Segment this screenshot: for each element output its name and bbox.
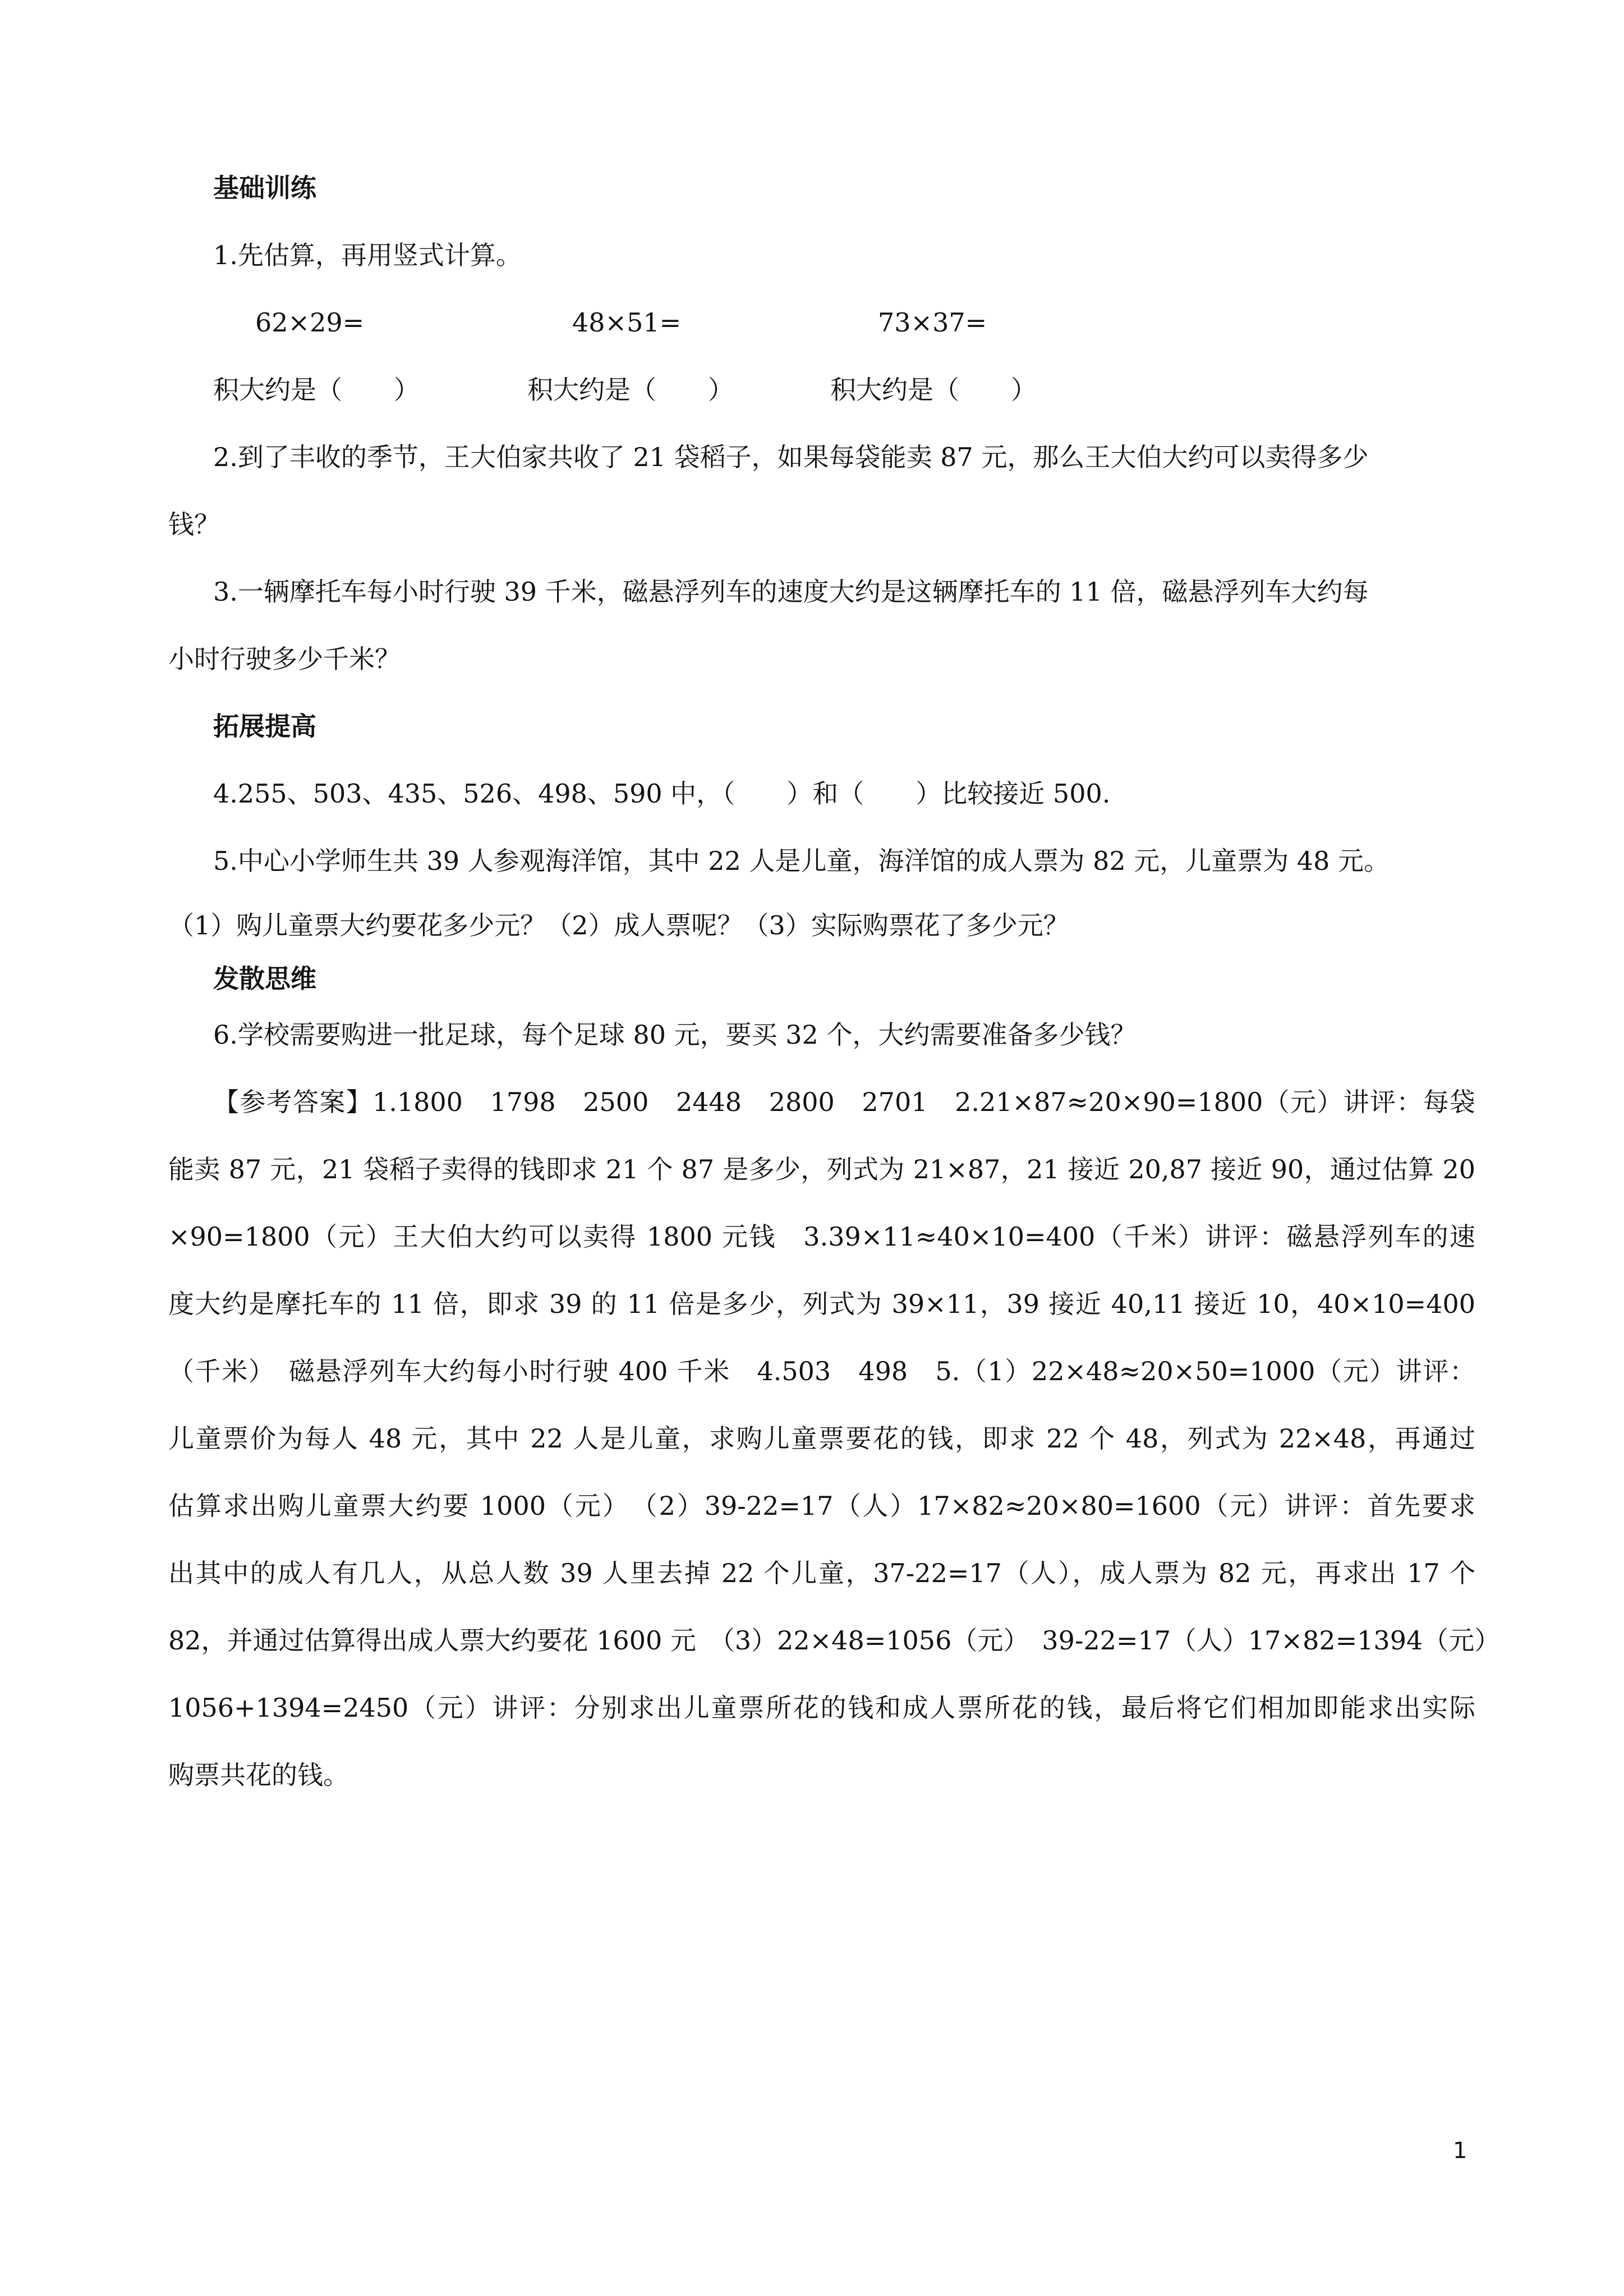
page-number: 1 [1453, 2138, 1467, 2164]
answer-line: 82，并通过估算得出成人票大约要花 1600 元 （3）22×48=1056（元） 39-22=17（人）17×82=1394（元） [168, 1625, 1501, 1656]
question-1: 1.先估算，再用竖式计算。 [213, 240, 522, 270]
q1-estimate-2: 积大约是（ ） [527, 375, 734, 405]
answer-line: 儿童票价为每人 48 元，其中 22 人是儿童，求购儿童票要花的钱，即求 22 个 48，列式为 22×48，再通过 [168, 1423, 1475, 1454]
q1-calc-3: 73×37= [878, 307, 987, 338]
answer-line: 【参考答案】1.1800 1798 2500 2448 2800 2701 2.21×87≈20×90=1800（元）讲评：每袋 [213, 1087, 1476, 1117]
question-3-line-2: 小时行驶多少千米？ [168, 644, 401, 674]
answer-line: （千米） 磁悬浮列车大约每小时行驶 400 千米 4.503 498 5.（1）22×48≈20×50=1000（元）讲评： [168, 1356, 1475, 1386]
answer-line: 出其中的成人有几人，从总人数 39 人里去掉 22 个儿童，37-22=17（人），成人票为 82 元，再求出 17 个 [168, 1558, 1475, 1588]
q1-calc-1: 62×29= [255, 307, 365, 338]
section-heading-extend: 拓展提高 [213, 711, 316, 741]
answer-line: ×90=1800（元）王大伯大约可以卖得 1800 元钱 3.39×11≈40×10=400（千米）讲评：磁悬浮列车的速 [168, 1221, 1475, 1252]
answer-line: 估算求出购儿童票大约要 1000（元） （2）39-22=17（人）17×82≈20×80=1600（元）讲评：首先要求 [168, 1491, 1475, 1521]
answer-line: 1056+1394=2450（元）讲评：分别求出儿童票所花的钱和成人票所花的钱，最后将它们相加即能求出实际 [168, 1693, 1475, 1723]
question-5-line-2: （1）购儿童票大约要花多少元？（2）成人票呢？（3）实际购票花了多少元？ [168, 910, 1069, 940]
question-5-line-1: 5.中心小学师生共 39 人参观海洋馆，其中 22 人是儿童，海洋馆的成人票为 82 元，儿童票为 48 元。 [213, 846, 1390, 876]
question-3-line-1: 3.一辆摩托车每小时行驶 39 千米，磁悬浮列车的速度大约是这辆摩托车的 11 倍，磁悬浮列车大约每 [213, 577, 1369, 607]
question-2-line-1: 2.到了丰收的季节，王大伯家共收了 21 袋稻子，如果每袋能卖 87 元，那么王大伯大约可以卖得多少 [213, 442, 1369, 472]
question-2-line-2: 钱？ [168, 509, 220, 540]
answer-line: 度大约是摩托车的 11 倍，即求 39 的 11 倍是多少，列式为 39×11，39 接近 40,11 接近 10，40×10=400 [168, 1289, 1475, 1319]
q1-estimate-3: 积大约是（ ） [830, 375, 1037, 405]
section-heading-divergent: 发散思维 [213, 963, 316, 994]
answer-line: 能卖 87 元，21 袋稻子卖得的钱即求 21 个 87 是多少，列式为 21×87，21 接近 20,87 接近 90，通过估算 20 [168, 1154, 1475, 1184]
q1-calc-2: 48×51= [572, 307, 682, 338]
question-6: 6.学校需要购进一批足球，每个足球 80 元，要买 32 个，大约需要准备多少钱？ [213, 1020, 1137, 1050]
q1-estimate-1: 积大约是（ ） [213, 375, 420, 405]
question-4: 4.255、503、435、526、498、590 中，（ ）和（ ）比较接近 500. [213, 778, 1111, 809]
section-heading-basic: 基础训练 [213, 173, 316, 203]
answer-line: 购票共花的钱。 [168, 1760, 349, 1790]
